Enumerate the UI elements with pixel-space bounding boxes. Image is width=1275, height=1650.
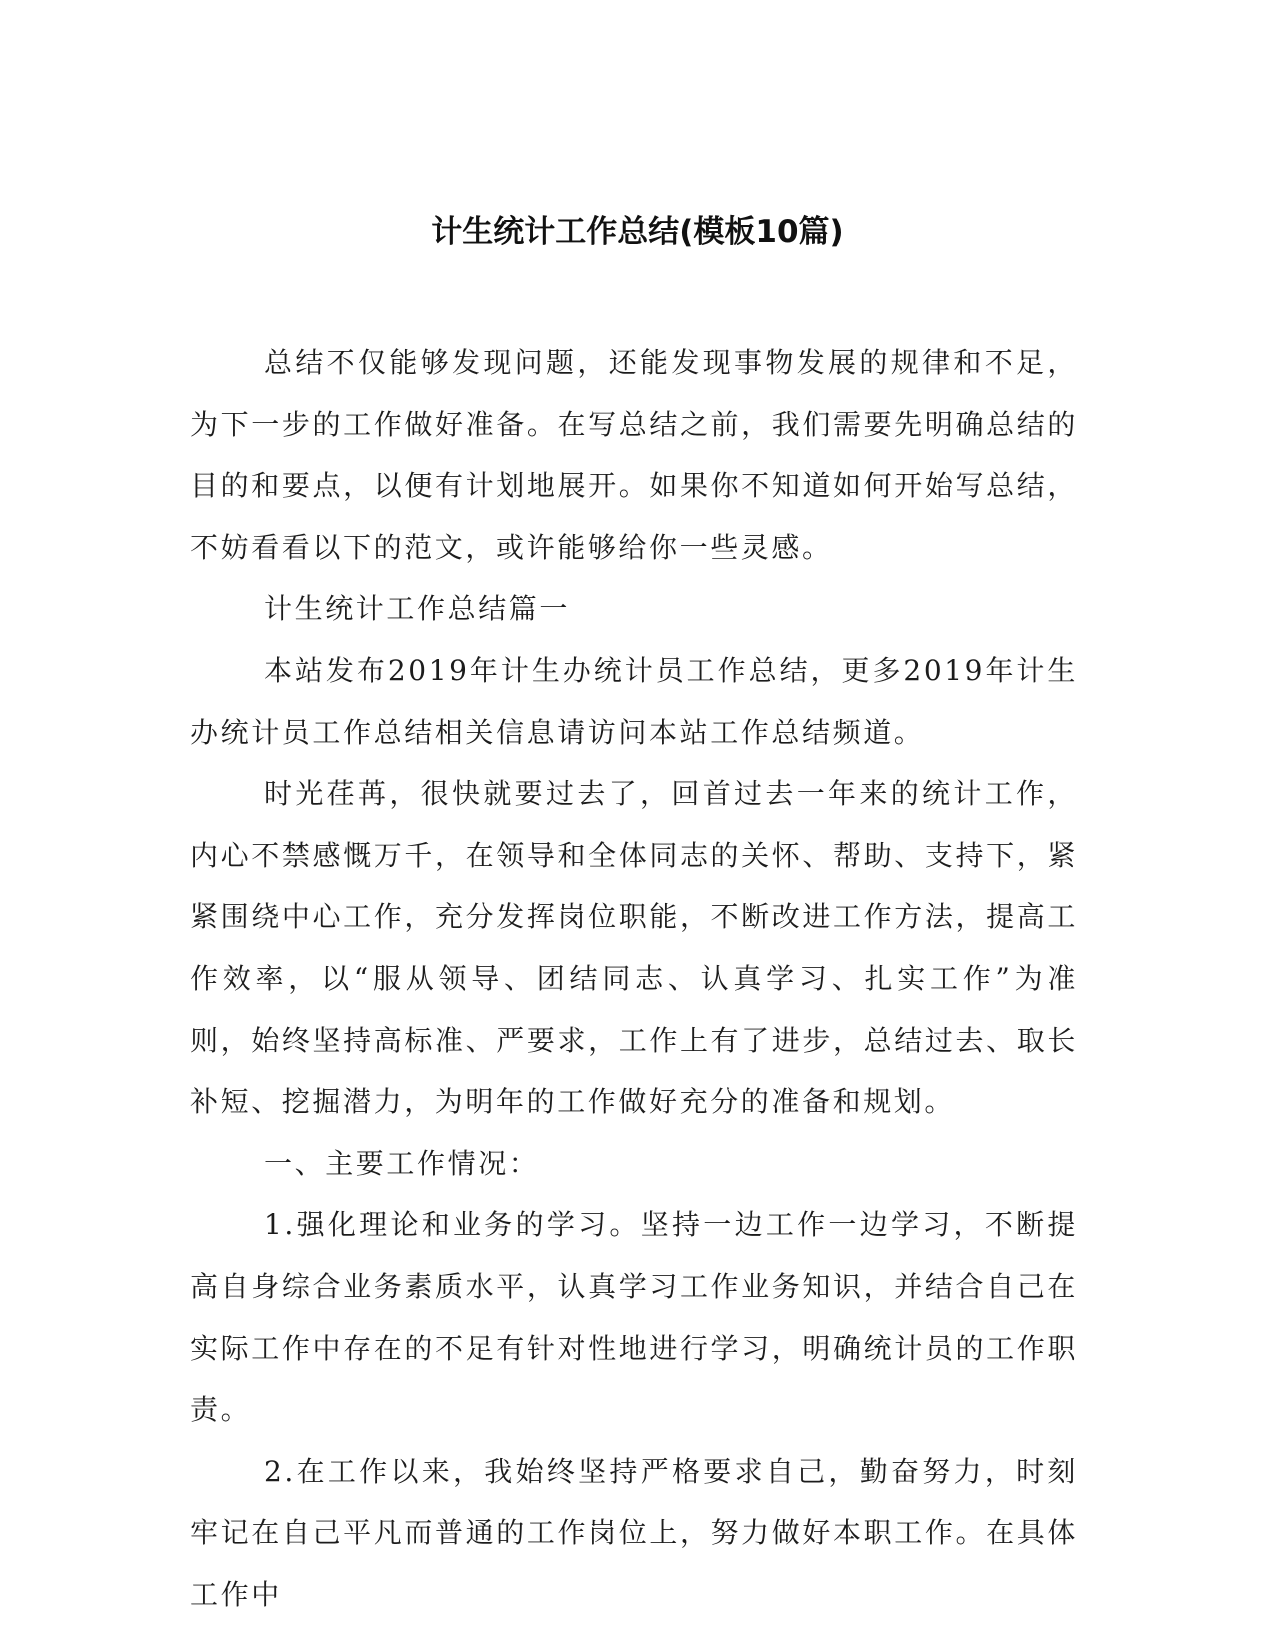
review-paragraph: 时光荏苒，很快就要过去了，回首过去一年来的统计工作，内心不禁感慨万千，在领导和全体同志的关怀、帮助、支持下，紧紧围绕中心工作，充分发挥岗位职能，不断改进工作方法，提高工作效率，以“服从领导、团结同志、认真学习、扎实工作”为准则，始终坚持高标准、严要求，工作上有了进步，总结过去、取长补短、挖掘潜力，为明年的工作做好充分的准备和规划。 — [190, 777, 1078, 1119]
section-heading-part-one: 计生统计工作总结篇一 — [264, 592, 571, 626]
main-work-heading: 一、主要工作情况： — [264, 1146, 540, 1180]
work-item-2: 2.在工作以来，我始终坚持严格要求自己，勤奋努力，时刻牢记在自己平凡而普通的工作岗位上，努力做好本职工作。在具体工作中 — [190, 1454, 1078, 1611]
work-item-1: 1.强化理论和业务的学习。坚持一边工作一边学习，不断提高自身综合业务素质水平，认真学习工作业务知识，并结合自己在实际工作中存在的不足有针对性地进行学习，明确统计员的工作职责。 — [190, 1208, 1078, 1427]
intro-paragraph: 总结不仅能够发现问题，还能发现事物发展的规律和不足，为下一步的工作做好准备。在写总结之前，我们需要先明确总结的目的和要点，以便有计划地展开。如果你不知道如何开始写总结，不妨看看以下的范文，或许能够给你一些灵感。 — [190, 346, 1078, 564]
document-body — [190, 332, 1078, 1625]
document-title: 计生统计工作总结(模板10篇) — [431, 214, 844, 250]
source-note-paragraph: 本站发布2019年计生办统计员工作总结，更多2019年计生办统计员工作总结相关信息请访问本站工作总结频道。 — [190, 653, 1078, 749]
